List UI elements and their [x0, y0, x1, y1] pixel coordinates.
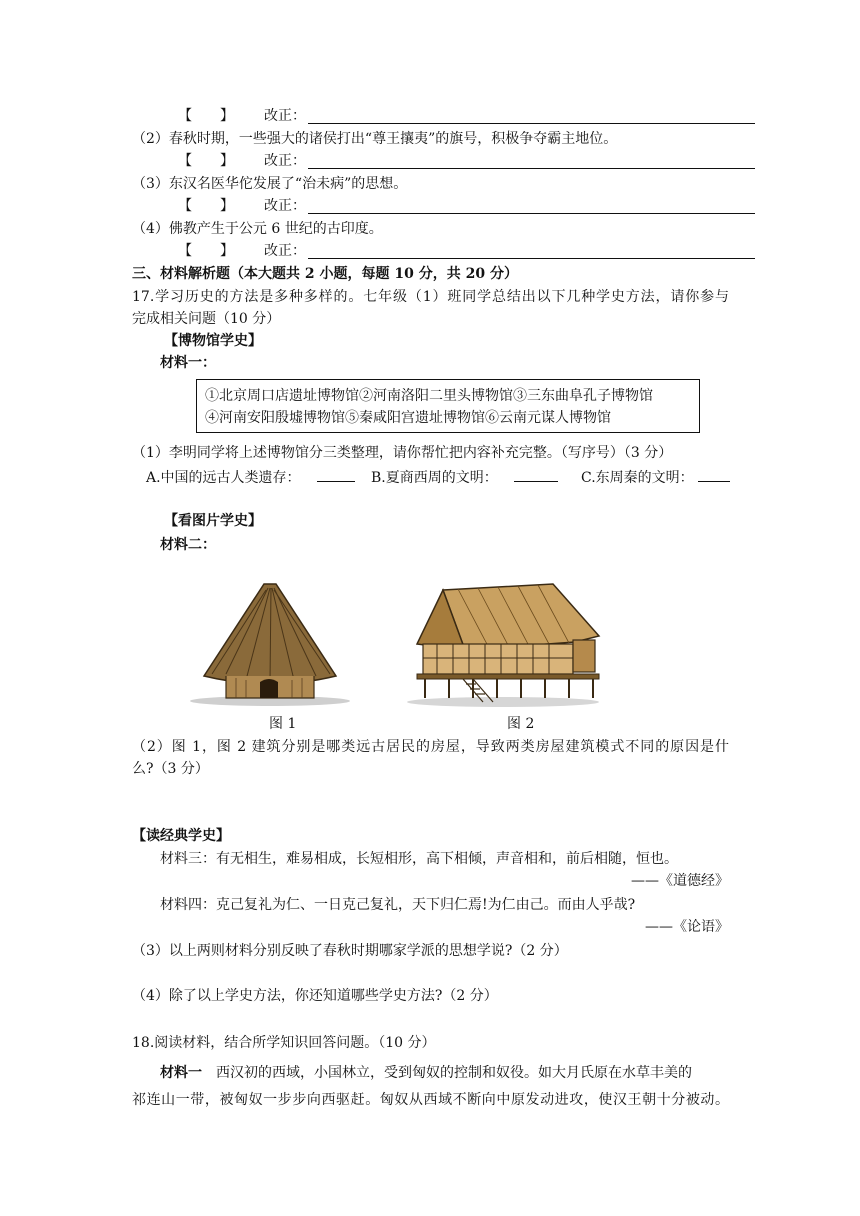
- correction-answer-line[interactable]: [308, 244, 755, 259]
- q4: （4）除了以上学史方法，你还知道哪些学史方法?（2 分）: [132, 988, 498, 1004]
- opt-b-line: [371, 467, 558, 488]
- answer-bracket[interactable]: 【 】: [178, 153, 234, 169]
- correction-label: 改正：: [264, 198, 306, 214]
- section-heading: 三、材料解析题（本大题共 2 小题，每题 10 分，共 20 分）: [132, 266, 518, 282]
- material3-source: ——《道德经》: [631, 873, 729, 889]
- opt-c: C.东周秦的文明：: [581, 470, 694, 486]
- q17-line2: 完成相关问题（10 分）: [132, 311, 281, 327]
- stilt-house-figure-2: [403, 576, 603, 710]
- q1: （1）李明同学将上述博物馆分三类整理，请你帮忙把内容补充完整。（写序号）（3 分）: [132, 445, 673, 461]
- material4-source: ——《论语》: [645, 919, 729, 935]
- hut-figure-1: [186, 578, 354, 708]
- correction-answer-line[interactable]: [308, 109, 755, 124]
- correction-row-3: [178, 196, 755, 216]
- correction-row-2: [178, 151, 755, 171]
- correction-label: 改正：: [264, 243, 306, 259]
- q3: （3）以上两则材料分别反映了春秋时期哪家学派的思想学说?（2 分）: [132, 943, 568, 959]
- material3: 材料三：有无相生，难易相成，长短相形，高下相倾，声音相和，前后相随，恒也。: [160, 851, 678, 867]
- museum-row-1: ①北京周口店遗址博物馆②河南洛阳二里头博物馆③三东曲阜孔子博物馆: [205, 388, 653, 404]
- statement-4: （4）佛教产生于公元 6 世纪的古印度。: [132, 221, 383, 237]
- q18: 18.阅读材料，结合所学知识回答问题。（10 分）: [132, 1035, 436, 1051]
- fig1-caption: 图 1: [269, 716, 297, 732]
- opt-a-line: [146, 467, 355, 488]
- opt-a: A.中国的远古人类遗存：: [146, 470, 301, 486]
- picture-heading: 【看图片学史】: [164, 513, 262, 529]
- q18-material1-line1: [160, 1063, 729, 1083]
- opt-b-blank[interactable]: [514, 467, 558, 482]
- statement-2: （2）春秋时期，一些强大的诸侯打出“尊王攘夷”的旗号，积极争夺霸主地位。: [132, 131, 618, 147]
- classic-heading: 【读经典学史】: [132, 828, 230, 844]
- q2-line1: （2）图 1，图 2 建筑分别是哪类远古居民的房屋，导致两类房屋建筑模式不同的原因是什: [132, 739, 729, 755]
- answer-bracket[interactable]: 【 】: [178, 243, 234, 259]
- statement-3: （3）东汉名医华佗发展了“治未病”的思想。: [132, 176, 408, 192]
- correction-label: 改正：: [264, 108, 306, 124]
- material4: 材料四：克己复礼为仁、一日克己复礼，天下归仁焉!为仁由己。而由人乎哉?: [160, 897, 636, 913]
- museum-row-2: ④河南安阳殷墟博物馆⑤秦咸阳宫遗址博物馆⑥云南元谋人博物馆: [205, 410, 611, 426]
- answer-bracket[interactable]: 【 】: [178, 198, 234, 214]
- q18-material1-line2: 祁连山一带，被匈奴一步步向西驱赶。匈奴从西域不断向中原发动进攻，使汉王朝十分被动。: [132, 1092, 729, 1108]
- correction-answer-line[interactable]: [308, 154, 755, 169]
- q18-material1-text: 西汉初的西域，小国林立，受到匈奴的控制和奴役。如大月氏原在水草丰美的: [202, 1065, 692, 1081]
- correction-row-4: [178, 241, 755, 261]
- q2-line2: 么?（3 分）: [132, 761, 209, 777]
- museum-heading: 【博物馆学史】: [164, 333, 262, 349]
- correction-row-1: [178, 106, 755, 126]
- opt-c-line: [581, 467, 730, 488]
- answer-bracket[interactable]: 【 】: [178, 108, 234, 124]
- correction-label: 改正：: [264, 153, 306, 169]
- q17-line1: 17.学习历史的方法是多种多样的。七年级（1）班同学总结出以下几种学史方法，请你参与: [132, 289, 729, 305]
- opt-a-blank[interactable]: [317, 467, 355, 482]
- opt-c-blank[interactable]: [698, 467, 730, 482]
- opt-b: B.夏商西周的文明：: [371, 470, 498, 486]
- museum-list-box: [196, 379, 700, 433]
- material2-label: 材料二：: [160, 537, 216, 553]
- fig2-caption: 图 2: [507, 716, 535, 732]
- material1-label: 材料一：: [160, 355, 216, 371]
- q18-material1-label: 材料一: [160, 1065, 202, 1081]
- correction-answer-line[interactable]: [308, 199, 755, 214]
